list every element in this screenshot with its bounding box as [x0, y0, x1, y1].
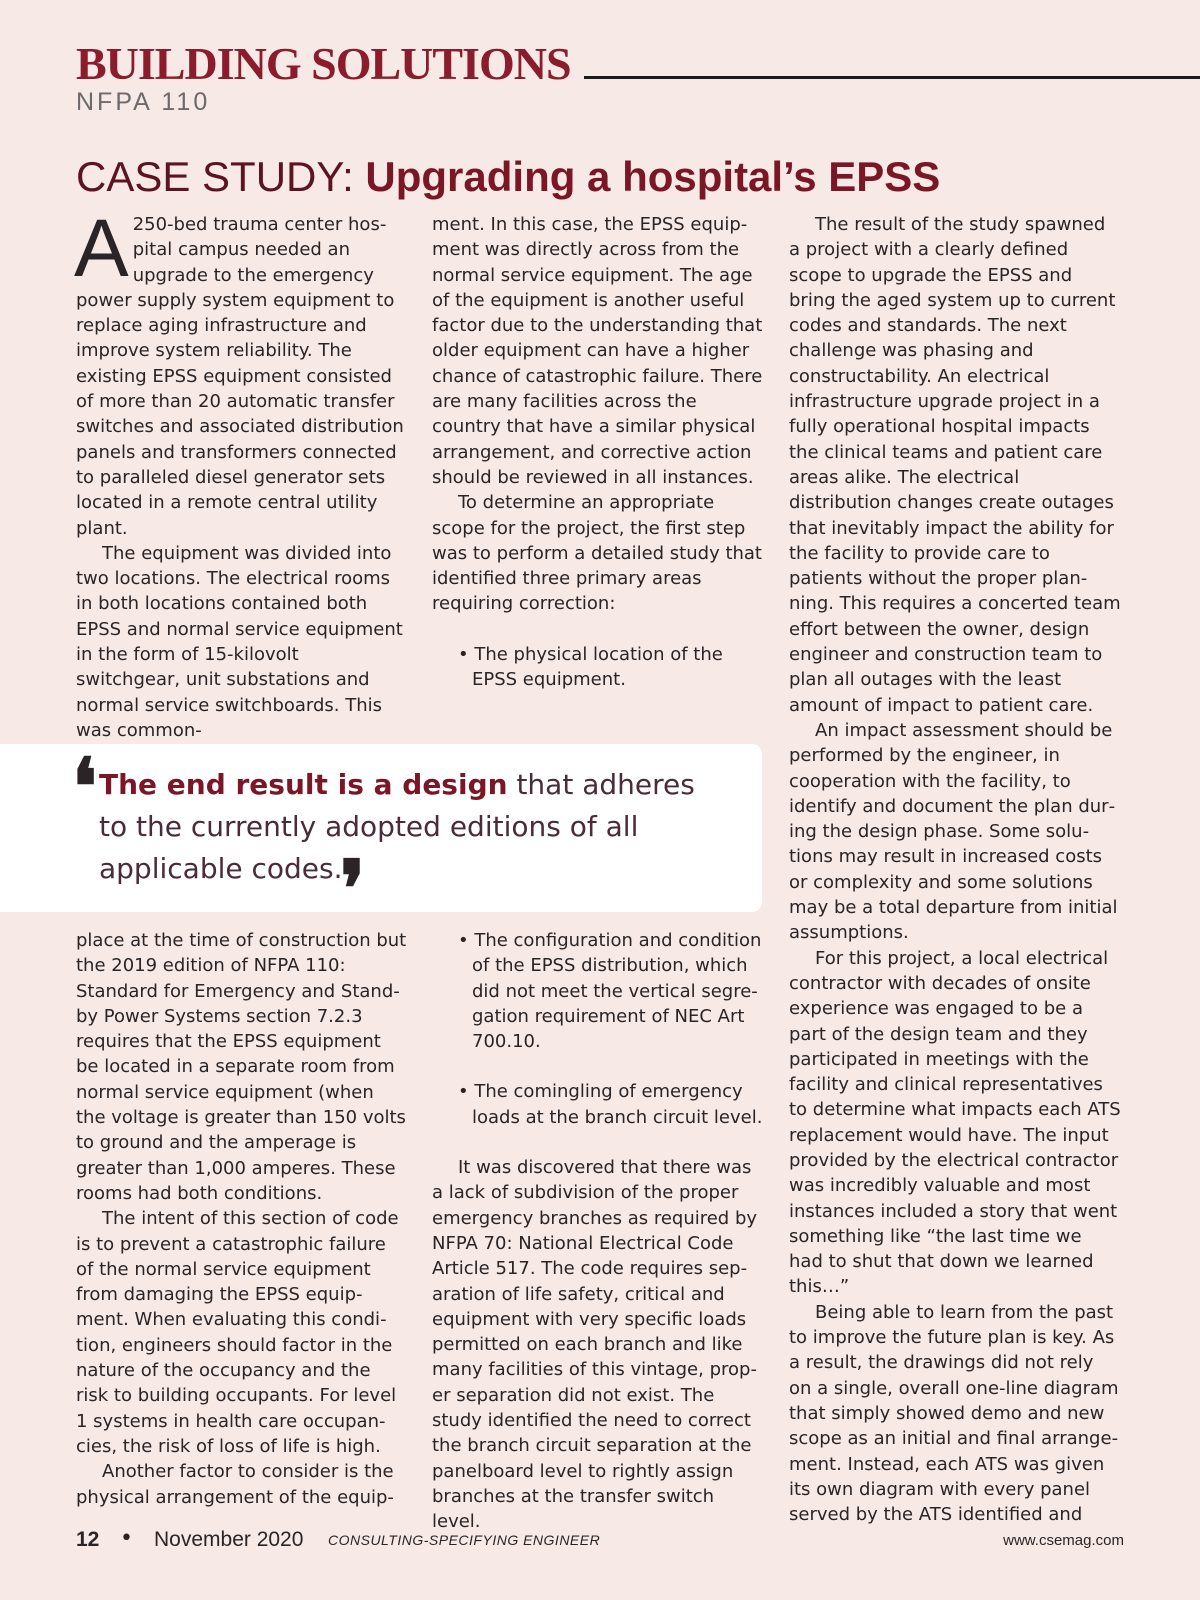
paragraph: ment. In this case, the EPSS equipment was directly across from the normal service equipment. The age of the equipment is another useful factor due to the understanding that older equipment can have a higher chance of catastrophic failure. There are many facilities across the country that have a similar physical arrangement, and corrective action should be reviewed in all instances. — [432, 214, 763, 488]
paragraph: It was discovered that there was a lack of subdivision of the proper emergency branches as required by NFPA 70: National Electrical Code Article 517. The code requires separation of life safety, critical and equipment with very specific loads permitted on each branch and like many facilities of this vintage, proper separation did not exist. The study identified the need to correct the branch circuit separation at the panelboard level to rightly assign branches at the transfer switch level. — [432, 1157, 758, 1533]
column-1-top — [74, 203, 408, 743]
footer-separator: • — [120, 1526, 133, 1551]
section-title: BUILDING SOLUTIONS — [76, 38, 571, 89]
column-3 — [789, 212, 1121, 1527]
paragraph: Another factor to consider is the physical arrangement of the equip- — [76, 1461, 394, 1508]
bullet-item: • The configuration and condition of the EPSS distribution, which did not meet the vertical segregation requirement of NEC Art 700.10. — [458, 930, 762, 1053]
drop-cap: A — [74, 203, 129, 294]
pull-quote-rest: that adheres to the currently adopted editions of all applicable codes. — [99, 768, 695, 885]
magazine-name: CONSULTING-SPECIFYING ENGINEER — [328, 1532, 601, 1548]
article-headline — [76, 152, 940, 202]
pull-quote — [0, 744, 762, 933]
paragraph: The intent of this section of code is to prevent a catastrophic failure of the normal service equipment from damaging the EPSS equipment. When evaluating this condition, engineers should factor in the nature of the occupancy and the risk to building occupants. For level 1 systems in health care occupancies, the risk of loss of life is high. — [76, 1208, 399, 1457]
pull-quote-emphasis: The end result is a design — [99, 768, 508, 801]
paragraph: The equipment was divided into two locations. The electrical rooms in both locations contained both EPSS and normal service equipment in the form of 15-kilovolt switchgear, unit substations and normal service switchboards. This was common- — [76, 542, 403, 741]
headline-title: Upgrading a hospital’s EPSS — [365, 153, 941, 200]
header-rule — [584, 76, 1200, 79]
close-quote-icon: ❜ — [340, 846, 366, 933]
column-2-top — [432, 212, 764, 692]
paragraph — [74, 203, 408, 541]
headline-prefix: CASE STUDY: — [76, 153, 366, 200]
bullet-item: • The physical location of the EPSS equipment. — [458, 643, 723, 691]
website-url: www.csemag.com — [1003, 1532, 1124, 1549]
page-number: 12 — [76, 1528, 100, 1551]
bullet-item: • The comingling of emergency loads at the branch circuit level. — [458, 1081, 763, 1128]
paragraph: Being able to learn from the past to improve the future plan is key. As a result, the drawings did not rely on a single, overall one-line diagram that simply showed demo and new scope as an initial and final arrangement. Instead, each ATS was given its own diagram with every panel served by the ATS identified and — [789, 1301, 1119, 1526]
page-footer — [76, 1528, 1124, 1558]
column-1-bottom — [76, 928, 408, 1510]
paragraph: The result of the study spawned a project with a clearly defined scope to upgrade the EPSS and bring the aged system up to current codes and standards. The next challenge was phasing and constructability. An electrical infrastructure upgrade project in a fully operational hospital impacts the clinical teams and patient care areas alike. The electrical distribution changes create outages that inevitably impact the ability for the facility to provide care to patients without the proper planning. This requires a concerted team effort between the owner, design engineer and construction team to plan all outages with the least amount of impact to patient care. — [789, 214, 1121, 716]
open-quote-icon: ❛ — [72, 744, 98, 831]
column-2-bottom — [432, 928, 764, 1535]
pull-quote-text — [99, 764, 699, 890]
paragraph: place at the time of construction but the 2019 edition of NFPA 110: Standard for Emergency and Standby Power Systems section 7.2.3 requires that the EPSS equipment be located in a separate room from normal service equipment (when the voltage is greater than 150 volts to ground and the amperage is greater than 1,000 amperes. These rooms had both conditions. — [76, 930, 407, 1204]
paragraph-text: 250-bed trauma center hospital campus needed an upgrade to the emergency power supply system equipment to replace aging infrastructure and improve system reliability. The existing EPSS equipment consisted of more than 20 automatic transfer switches and associated distribution panels and transformers connected to paralleled diesel generator sets located in a remote central utility plant. — [76, 214, 404, 539]
issue-date: November 2020 — [154, 1528, 304, 1551]
section-header — [76, 38, 1200, 118]
paragraph: To determine an appropriate scope for the project, the first step was to perform a detailed study that identified three primary areas requiring correction: — [432, 492, 762, 615]
paragraph: An impact assessment should be performed by the engineer, in cooperation with the facility, to identify and document the plan during the design phase. Some solutions may result in increased costs or complexity and some solutions may be a total departure from initial assumptions. — [789, 719, 1118, 944]
paragraph: For this project, a local electrical contractor with decades of onsite experience was engaged to be a part of the design team and they participated in meetings with the facility and clinical representatives to determine what impacts each ATS replacement would have. The input provided by the electrical contractor was incredibly valuable and most instances included a story that went something like “the last time we had to shut that down we learned this…” — [789, 947, 1121, 1298]
section-subtitle: NFPA 110 — [76, 88, 211, 116]
